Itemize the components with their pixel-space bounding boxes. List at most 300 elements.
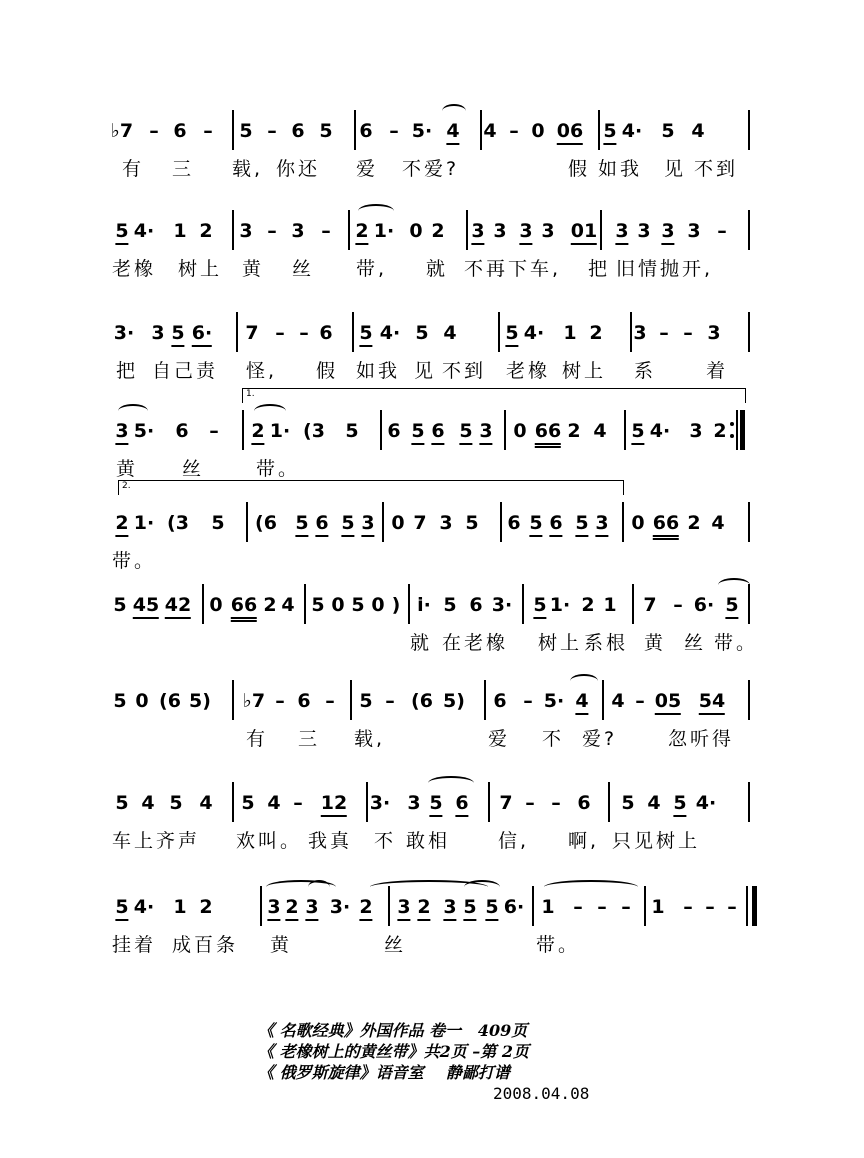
note-token: – — [299, 322, 309, 344]
volta-label: 2. — [122, 481, 131, 491]
note-token: 1· — [133, 512, 155, 534]
lyric-text: 不爱? — [402, 158, 460, 180]
note-token: – — [209, 420, 219, 442]
note-token: – — [321, 220, 331, 242]
slur-arc — [570, 674, 598, 688]
note-token: – — [293, 792, 303, 814]
note-token: 0 — [371, 594, 385, 616]
note-token: 05 — [655, 690, 681, 715]
barline — [348, 210, 350, 250]
slur-arc — [442, 104, 466, 118]
lyrics-row — [108, 724, 756, 752]
barline — [624, 410, 626, 450]
barline — [246, 502, 248, 542]
volta-bracket — [242, 388, 746, 403]
note-token: 4 — [647, 792, 661, 814]
note-token: 5 — [319, 120, 333, 142]
note-token: 6 — [431, 420, 444, 445]
note-token: 5 — [115, 792, 129, 814]
note-token: – — [389, 120, 399, 142]
note-token: 6 — [291, 120, 305, 142]
note-token: 1 — [563, 322, 577, 344]
note-token: 3 — [239, 220, 253, 242]
note-token: 3· — [369, 792, 391, 814]
note-token: 4 — [593, 420, 607, 442]
lyrics-row — [108, 454, 756, 482]
lyric-text: 丝 — [684, 632, 707, 654]
score-system-9 — [108, 890, 756, 990]
note-token: 1· — [373, 220, 395, 242]
barline — [488, 782, 490, 822]
lyrics-row — [108, 930, 756, 958]
lyric-text: 爱 — [488, 728, 511, 750]
note-token: 3 — [707, 322, 721, 344]
barline — [366, 782, 368, 822]
lyric-text: 爱 — [356, 158, 379, 180]
note-token: ♭7 — [110, 120, 134, 142]
note-token: 5 — [621, 792, 635, 814]
note-token: 3 — [291, 220, 305, 242]
note-token: 6 — [455, 792, 468, 817]
lyric-text: 树上 — [538, 632, 583, 654]
note-token: 6 — [315, 512, 328, 537]
score-system-1 — [108, 114, 756, 214]
note-token: 3 — [541, 220, 555, 242]
note-token: 6 — [359, 120, 373, 142]
barline — [748, 502, 750, 542]
note-token: – — [525, 792, 535, 814]
note-token: 3 — [305, 896, 318, 921]
barline — [202, 584, 204, 624]
slur-arc — [118, 404, 148, 418]
note-token: 7 — [245, 322, 259, 344]
lyric-text: 不 — [374, 830, 397, 852]
barline — [532, 886, 534, 926]
lyric-text: 在老橡 — [442, 632, 509, 654]
lyric-text: 丝 — [384, 934, 407, 956]
lyric-text: 把 — [116, 360, 139, 382]
lyric-text: 就 — [426, 258, 449, 280]
lyric-text: 不到 — [694, 158, 739, 180]
note-token: – — [621, 896, 631, 918]
note-token: 3 — [687, 220, 701, 242]
barline — [602, 680, 604, 720]
note-token: 0 — [209, 594, 223, 616]
note-token: – — [673, 594, 683, 616]
lyric-text: 有 — [246, 728, 269, 750]
note-token: 5 — [415, 322, 429, 344]
lyric-text: 成百条 — [172, 934, 239, 956]
note-token: 6· — [693, 594, 715, 616]
note-token: 5 — [529, 512, 542, 537]
lyrics-row — [108, 356, 756, 384]
note-token: – — [267, 120, 277, 142]
notation-row — [108, 890, 756, 924]
note-token: 0 — [391, 512, 405, 534]
slur-arc — [718, 578, 750, 592]
lyric-text: 黄 — [644, 632, 667, 654]
note-token: 4 — [267, 792, 281, 814]
note-token: 4 — [281, 594, 295, 616]
note-token: 2 — [355, 220, 368, 245]
lyric-text: 黄 — [270, 934, 293, 956]
lyric-text: 假 — [316, 360, 339, 382]
note-token: 2 — [713, 420, 727, 442]
note-token: 54 — [699, 690, 725, 715]
note-token: 4· — [621, 120, 643, 142]
lyric-text: 带。 — [536, 934, 581, 956]
note-token: 5) — [189, 690, 211, 712]
note-token: 3 — [361, 512, 374, 537]
repeat-end-barline — [732, 410, 744, 450]
note-token: 4 — [483, 120, 497, 142]
note-token: 5 — [169, 792, 183, 814]
barline — [232, 782, 234, 822]
barline — [504, 410, 506, 450]
note-token: 66 — [653, 512, 679, 540]
note-token: 3 — [615, 220, 628, 245]
lyric-text: 不 — [542, 728, 565, 750]
note-token: 5 — [113, 690, 127, 712]
lyric-text: 假 — [568, 158, 591, 180]
note-token: 5 — [295, 512, 308, 537]
note-token: 0 — [331, 594, 345, 616]
lyric-text: 欢叫。 — [236, 830, 303, 852]
note-token: 5 — [429, 792, 442, 817]
note-token: 3· — [491, 594, 513, 616]
barline — [600, 210, 602, 250]
note-token: 5 — [113, 594, 127, 616]
note-token: 3 — [689, 420, 703, 442]
slur-arc — [544, 880, 638, 894]
note-token: – — [509, 120, 519, 142]
lyric-text: 你还 — [276, 158, 321, 180]
slur-arc — [428, 776, 474, 790]
note-token: 2 — [199, 896, 213, 918]
note-token: 5 — [459, 420, 472, 445]
note-token: 2 — [417, 896, 430, 921]
lyric-text: 载, — [354, 728, 386, 750]
lyric-text: 系 — [634, 360, 657, 382]
barline — [598, 110, 600, 150]
note-token: – — [551, 792, 561, 814]
barline — [632, 584, 634, 624]
note-token: – — [717, 220, 727, 242]
lyric-text: 敢相 — [406, 830, 451, 852]
notation-row — [108, 481, 756, 540]
lyrics-row — [108, 154, 756, 182]
barline — [500, 502, 502, 542]
note-token: 5· — [133, 420, 155, 442]
note-token: 5 — [463, 896, 476, 921]
note-token: 4 — [691, 120, 705, 142]
lyrics-row — [108, 628, 759, 656]
note-token: – — [385, 690, 395, 712]
note-token: 5 — [351, 594, 365, 616]
note-token: 5 — [341, 512, 354, 537]
note-token: ♭7 — [242, 690, 266, 712]
barline — [480, 110, 482, 150]
note-token: 2 — [263, 594, 277, 616]
note-token: – — [683, 322, 693, 344]
barline — [352, 312, 354, 352]
note-token: (3 — [167, 512, 189, 534]
barline — [232, 680, 234, 720]
footer-line-typesetter: 《 俄罗斯旋律》语音室 静鄙打谱 — [258, 1063, 510, 1082]
note-token: 1 — [651, 896, 665, 918]
note-token: 5) — [443, 690, 465, 712]
barline — [380, 410, 382, 450]
barline — [644, 886, 646, 926]
lyric-text: 如我 — [356, 360, 401, 382]
note-token: 12 — [321, 792, 347, 817]
score-system-7 — [108, 684, 756, 784]
note-token: 6 — [507, 512, 521, 534]
lyric-text: 带。 — [714, 632, 759, 654]
note-token: 5 — [575, 512, 588, 537]
note-token: (3 — [303, 420, 325, 442]
note-token: 45 — [133, 594, 159, 619]
note-token: 3 — [633, 322, 647, 344]
footer-credits — [258, 1020, 638, 1104]
lyric-text: 黄 — [242, 258, 265, 280]
barline — [232, 210, 234, 250]
lyric-text: 树上 — [178, 258, 223, 280]
note-token: 1 — [541, 896, 555, 918]
note-token: 5 — [115, 896, 128, 921]
lyric-text: 就 — [410, 632, 433, 654]
barline — [522, 584, 524, 624]
note-token: 06 — [557, 120, 583, 145]
note-token: 4· — [523, 322, 545, 344]
note-token: 6 — [577, 792, 591, 814]
barline — [748, 312, 750, 352]
barline — [408, 584, 410, 624]
lyric-text: 丝 — [182, 458, 205, 480]
note-token: 6· — [192, 322, 212, 347]
note-token: 5 — [311, 594, 325, 616]
lyric-text: 如我 — [598, 158, 643, 180]
note-token: 5 — [443, 594, 457, 616]
note-token: 5· — [543, 690, 565, 712]
note-token: 3 — [443, 896, 456, 921]
lyric-text: 见 — [414, 360, 437, 382]
note-token: 4· — [133, 220, 155, 242]
lyric-text: 只见树上 — [612, 830, 701, 852]
note-token: 3 — [151, 322, 165, 344]
note-token: 1 — [173, 220, 187, 242]
lyrics-row — [108, 254, 756, 282]
note-token: 7 — [413, 512, 427, 534]
lyric-text: 啊, — [568, 830, 600, 852]
note-token: 4· — [379, 322, 401, 344]
note-token: 66 — [231, 594, 257, 622]
barline — [304, 584, 306, 624]
note-token: 4 — [141, 792, 155, 814]
note-token: 1 — [603, 594, 617, 616]
note-token: 0 — [631, 512, 645, 534]
note-token: 4· — [649, 420, 671, 442]
note-token: – — [275, 690, 285, 712]
note-token: – — [523, 690, 533, 712]
note-token: 2 — [581, 594, 595, 616]
note-token: 5 — [465, 512, 479, 534]
slur-arc — [464, 880, 500, 894]
note-token: – — [149, 120, 159, 142]
note-token: – — [573, 896, 583, 918]
note-token: – — [325, 690, 335, 712]
barline — [748, 680, 750, 720]
note-token: 5 — [345, 420, 359, 442]
barline — [354, 110, 356, 150]
note-token: 01 — [571, 220, 597, 245]
note-token: 5· — [411, 120, 433, 142]
note-token: 6 — [469, 594, 483, 616]
note-token: 3 — [637, 220, 651, 242]
note-token: 66 — [535, 420, 561, 448]
note-token: 2 — [431, 220, 445, 242]
note-token: 4 — [711, 512, 725, 534]
lyric-text: 三 — [172, 158, 195, 180]
note-token: 3 — [439, 512, 453, 534]
lyric-text: 旧情抛开, — [616, 258, 714, 280]
note-token: 0 — [513, 420, 527, 442]
lyric-text: 着 — [706, 360, 729, 382]
note-token: – — [267, 220, 277, 242]
notation-row — [108, 389, 756, 448]
score-system-2 — [108, 214, 756, 314]
lyrics-row — [108, 546, 756, 574]
note-token: 5 — [211, 512, 225, 534]
note-token: 5 — [115, 220, 128, 245]
lyric-text: 挂着 — [112, 934, 157, 956]
note-token: 5 — [411, 420, 424, 445]
score-system-4 — [108, 389, 756, 514]
note-token: 5 — [171, 322, 184, 347]
note-token: 6 — [493, 690, 507, 712]
note-token: 5 — [661, 120, 675, 142]
note-token: 1 — [173, 896, 187, 918]
notation-row — [108, 316, 756, 350]
note-token: – — [659, 322, 669, 344]
lyric-text: 自己责 — [152, 360, 219, 382]
note-token: 5 — [505, 322, 518, 347]
score-system-6 — [108, 588, 759, 688]
barline — [748, 210, 750, 250]
note-token: 0 — [531, 120, 545, 142]
barline — [630, 312, 632, 352]
note-token: 2 — [589, 322, 603, 344]
note-token: 0 — [135, 690, 149, 712]
note-token: 5 — [485, 896, 498, 921]
lyric-text: 有 — [122, 158, 145, 180]
note-token: 4· — [133, 896, 155, 918]
note-token: 3 — [595, 512, 608, 537]
note-token: 3 — [471, 220, 484, 245]
score-system-8 — [108, 786, 756, 886]
notation-row — [108, 214, 756, 248]
slur-arc — [358, 204, 394, 218]
note-token: 3· — [329, 896, 351, 918]
note-token: 1· — [549, 594, 571, 616]
lyric-text: 老橡 — [506, 360, 551, 382]
lyric-text: 三 — [298, 728, 321, 750]
note-token: 4 — [611, 690, 625, 712]
note-token: 2 — [199, 220, 213, 242]
lyric-text: 车上齐声 — [112, 830, 201, 852]
lyric-text: 见 — [664, 158, 687, 180]
note-token: 6· — [503, 896, 525, 918]
lyric-text: 老橡 — [112, 258, 157, 280]
lyric-text: 我真 — [308, 830, 353, 852]
note-token: 5 — [725, 594, 738, 619]
barline — [748, 110, 750, 150]
volta-label: 1. — [246, 389, 255, 399]
barline — [608, 782, 610, 822]
note-token: – — [727, 896, 737, 918]
barline — [748, 782, 750, 822]
note-token: 3 — [115, 420, 128, 445]
note-token: 5 — [603, 120, 616, 145]
note-token: 6 — [173, 120, 187, 142]
note-token: 2 — [115, 512, 128, 537]
lyric-text: 把 — [588, 258, 611, 280]
note-token: 5 — [631, 420, 644, 445]
lyric-text: 爱? — [582, 728, 618, 750]
barline — [236, 312, 238, 352]
note-token: 3 — [397, 896, 410, 921]
note-token: 6 — [387, 420, 401, 442]
note-token: 2 — [687, 512, 701, 534]
note-token: – — [705, 896, 715, 918]
note-token: 6 — [175, 420, 189, 442]
note-token: 4 — [199, 792, 213, 814]
slur-arc — [254, 404, 286, 418]
lyric-text: 不到 — [442, 360, 487, 382]
note-token: 0 — [409, 220, 423, 242]
note-token: 42 — [165, 594, 191, 619]
notation-row — [108, 114, 756, 148]
note-token: 3 — [267, 896, 280, 921]
barline — [498, 312, 500, 352]
note-token: 4 — [575, 690, 588, 715]
note-token: 3· — [113, 322, 135, 344]
note-token: 2 — [251, 420, 264, 445]
lyric-text: 信, — [498, 830, 530, 852]
notation-row — [108, 684, 756, 718]
note-token: 1· — [269, 420, 291, 442]
lyric-text: 载, — [232, 158, 264, 180]
slur-arc — [308, 880, 330, 894]
barline — [232, 110, 234, 150]
note-token: 3 — [661, 220, 674, 245]
note-token: 4 — [446, 120, 459, 145]
note-token: 3 — [407, 792, 421, 814]
note-token: 5 — [533, 594, 546, 619]
note-token: 3 — [519, 220, 532, 245]
note-token: 7 — [643, 594, 657, 616]
note-token: (6 — [159, 690, 181, 712]
note-token: – — [597, 896, 607, 918]
lyric-text: 带。 — [256, 458, 301, 480]
barline — [382, 502, 384, 542]
footer-date: 2008.04.08 — [493, 1084, 590, 1103]
final-barline — [746, 886, 757, 926]
note-token: 4 — [443, 322, 457, 344]
note-token: 6 — [297, 690, 311, 712]
note-token: 2 — [285, 896, 298, 921]
note-token: – — [635, 690, 645, 712]
